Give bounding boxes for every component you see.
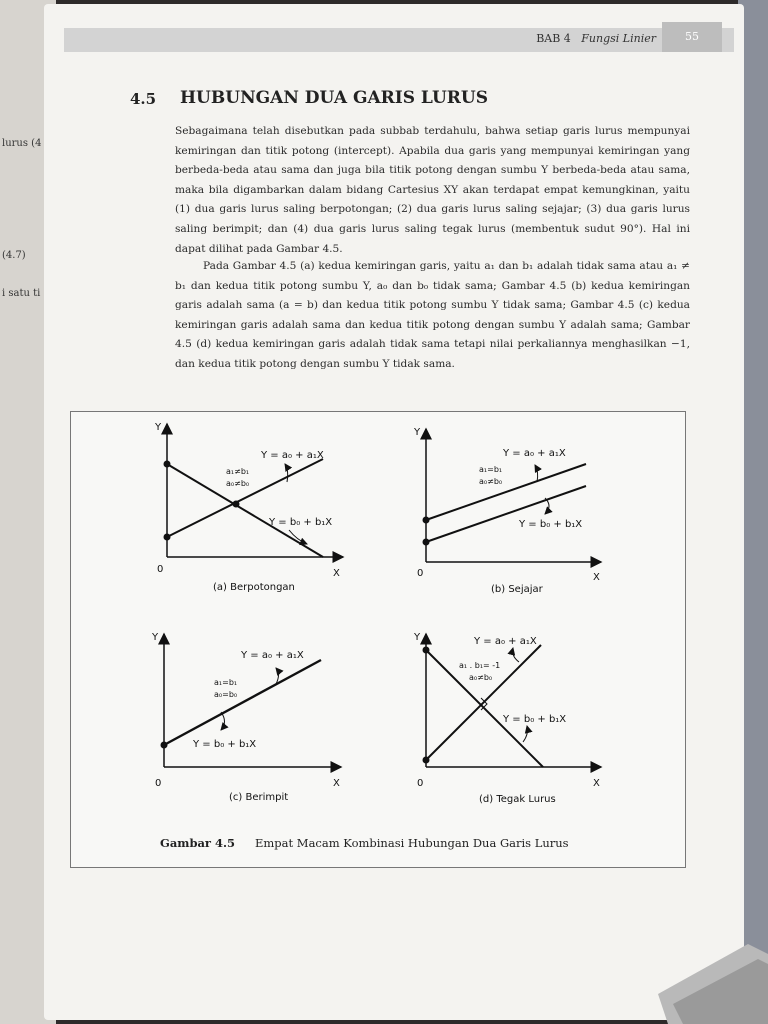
figure-4-5 <box>70 411 686 868</box>
panel-d-intercept-b <box>423 647 430 654</box>
panel-b-cond1: a₁=b₁ <box>479 465 503 474</box>
panel-c-caption: (c) Berimpit <box>229 792 289 803</box>
panel-b <box>413 427 601 595</box>
chapter-label: BAB 4 <box>536 32 571 45</box>
paragraph-2: Pada Gambar 4.5 (a) kedua kemiringan garis, yaitu a₁ dan b₁ adalah tidak sama atau a₁ ≠ b₁ dan kedua titik potong sumbu Y, a₀ dan b₀ tidak sama; Gambar 4.5 (b) kedua kemiringan garis adalah sama (a = b) dan kedua titik potong sumbu Y tidak sama; Gambar 4.5 (c) kedua kemiringan garis adalah sama dan kedua titik potong dengan sumbu Y adalah sama; Gambar 4.5 (d) kedua kemiringan garis adalah tidak sama tetapi nilai perkaliannya menghasilkan −1, dan kedua titik potong dengan sumbu Y tidak sama. <box>175 260 690 370</box>
panel-a-line-a-label: Y = a₀ + a₁X <box>261 450 324 461</box>
panel-b-intercept-a <box>423 517 430 524</box>
panel-b-line-a <box>426 464 586 520</box>
panel-d-arrow-a <box>513 648 519 662</box>
panel-b-line-b <box>426 486 586 542</box>
panel-a-line-b <box>167 464 323 557</box>
panel-d-caption: (d) Tegak Lurus <box>479 794 556 805</box>
panel-b-line-a-label: Y = a₀ + a₁X <box>503 448 566 459</box>
panel-c <box>151 632 341 803</box>
left-margin-text-1: lurus (4 <box>2 138 42 149</box>
panel-a-y-label: Y <box>155 422 162 433</box>
panel-a <box>154 422 343 593</box>
section-title: HUBUNGAN DUA GARIS LURUS <box>180 88 489 108</box>
corner-decoration <box>648 924 768 1024</box>
panel-d-line-a-label: Y = a₀ + a₁X <box>474 636 537 647</box>
paragraph-1: Sebagaimana telah disebutkan pada subbab terdahulu, bahwa setiap garis lurus mempunyai kemiringan dan titik potong (intercept). Apabila dua garis yang mempunyai kemiringan yang berbeda-beda atau sama dan juga bila titik potong dengan sumbu Y berbeda-beda atau sama, maka bila digambarkan dalam bidang Cartesius XY akan terdapat empat kemungkinan, yaitu (1) dua garis lurus saling berpotongan; (2) dua garis lurus saling sejajar; (3) dua garis lurus saling berimpit; dan (4) dua garis lurus saling tegak lurus (membentuk sudut 90°). Hal ini dapat dilihat pada Gambar 4.5. <box>175 125 690 255</box>
left-margin-text-2: (4.7) <box>2 250 26 261</box>
panel-a-line-b-label: Y = b₀ + b₁X <box>269 517 333 528</box>
page-number: 55 <box>662 22 722 52</box>
panel-c-x-label: X <box>333 778 340 789</box>
figure-caption-label: Gambar 4.5 <box>160 836 236 850</box>
panel-d-y-label: Y <box>414 632 421 643</box>
panel-a-cond2: a₀≠b₀ <box>226 479 250 488</box>
panel-c-intercept <box>161 742 168 749</box>
left-margin-text-3: i satu ti <box>2 288 41 299</box>
figure-caption-text: Empat Macam Kombinasi Hubungan Dua Garis Lurus <box>255 836 569 850</box>
panel-c-line-b-label: Y = b₀ + b₁X <box>193 739 257 750</box>
panel-c-origin: 0 <box>155 778 162 789</box>
panel-d-x-label: X <box>593 778 600 789</box>
running-header <box>536 32 656 45</box>
book-page <box>44 4 744 1020</box>
panel-a-caption: (a) Berpotongan <box>213 582 295 593</box>
panel-c-line-a-label: Y = a₀ + a₁X <box>241 650 304 661</box>
panel-c-arrow-a <box>276 668 279 684</box>
panel-d-cond1: a₁ . b₁= -1 <box>459 661 501 670</box>
panel-b-cond2: a₀≠b₀ <box>479 477 503 486</box>
panel-d-line-b-label: Y = b₀ + b₁X <box>503 714 567 725</box>
panel-c-cond1: a₁=b₁ <box>214 678 238 687</box>
panel-b-line-b-label: Y = b₀ + b₁X <box>519 519 583 530</box>
chapter-title: Fungsi Linier <box>581 32 656 45</box>
panel-b-x-label: X <box>593 572 600 583</box>
figure-diagram <box>71 412 685 867</box>
panel-a-x-label: X <box>333 568 340 579</box>
panel-d-intercept-a <box>423 757 430 764</box>
panel-a-arrow-a <box>285 464 288 482</box>
section-number: 4.5 <box>130 90 157 108</box>
panel-b-caption: (b) Sejajar <box>491 584 543 595</box>
panel-a-origin: 0 <box>157 564 164 575</box>
panel-a-intersection <box>233 501 240 508</box>
panel-c-coincident-lines <box>164 660 321 745</box>
panel-b-y-label: Y <box>414 427 421 438</box>
panel-b-intercept-b <box>423 539 430 546</box>
panel-d-origin: 0 <box>417 778 424 789</box>
panel-b-arrow-a <box>535 465 538 482</box>
panel-d <box>413 632 601 805</box>
panel-a-intercept-a <box>164 534 171 541</box>
panel-a-intercept-b <box>164 461 171 468</box>
panel-c-cond2: a₀=b₀ <box>214 690 238 699</box>
panel-c-y-label: Y <box>152 632 159 643</box>
panel-a-cond1: a₁≠b₁ <box>226 467 250 476</box>
panel-d-cond2: a₀≠b₀ <box>469 673 493 682</box>
panel-d-arrow-b <box>523 726 528 742</box>
panel-b-origin: 0 <box>417 568 424 579</box>
